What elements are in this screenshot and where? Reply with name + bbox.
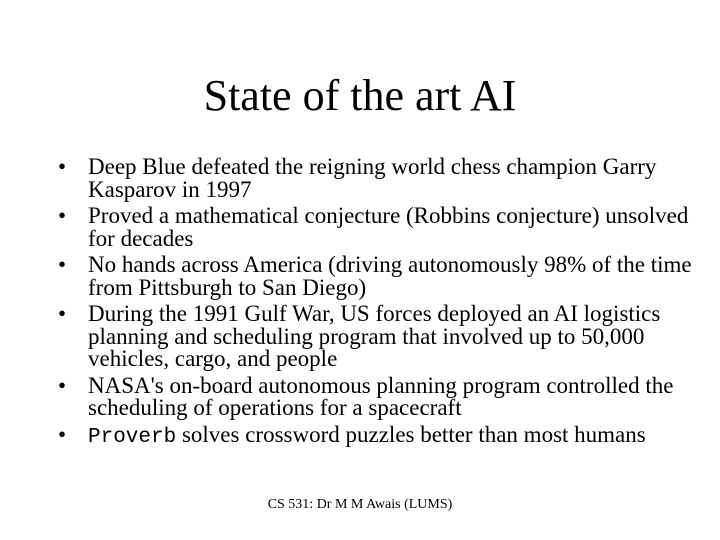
bullet-dot: • — [58, 301, 67, 326]
bullet-dot: • — [58, 252, 67, 277]
bullet-text: solves crossword puzzles better than most humans — [176, 421, 646, 447]
bullet-list — [58, 156, 708, 453]
bullet-item-no-hands — [58, 254, 708, 299]
bullet-dot: • — [58, 154, 67, 179]
slide-footer: CS 531: Dr M M Awais (LUMS) — [267, 497, 453, 512]
bullet-text: During the 1991 Gulf War, US forces deployed an AI logistics planning and scheduling program that involved up to 50,000 vehicles, cargo, and people — [88, 301, 661, 371]
bullet-item-deep-blue — [58, 156, 708, 201]
bullet-dot: • — [58, 372, 67, 398]
bullet-text: Deep Blue defeated the reigning world chess champion Garry Kasparov in 1997 — [88, 154, 657, 202]
bullet-dot: • — [58, 421, 67, 447]
bullet-item-robbins — [58, 205, 708, 250]
bullet-item-gulf-war — [58, 303, 708, 371]
proverb-code: Proverb — [88, 425, 177, 449]
bullet-text: NASA's on-board autonomous planning program controlled the scheduling of operations for a spacecraft — [88, 372, 674, 420]
bullet-dot: • — [58, 203, 67, 228]
bullet-item-nasa — [58, 372, 708, 420]
slide-title: State of the art AI — [203, 71, 517, 120]
bullet-text: Proved a mathematical conjecture (Robbins conjecture) unsolved for decades — [88, 203, 689, 251]
bullet-item-proverb — [58, 421, 708, 450]
bullet-text: No hands across America (driving autonomously 98% of the time from Pittsburgh to San Diego) — [88, 252, 692, 300]
